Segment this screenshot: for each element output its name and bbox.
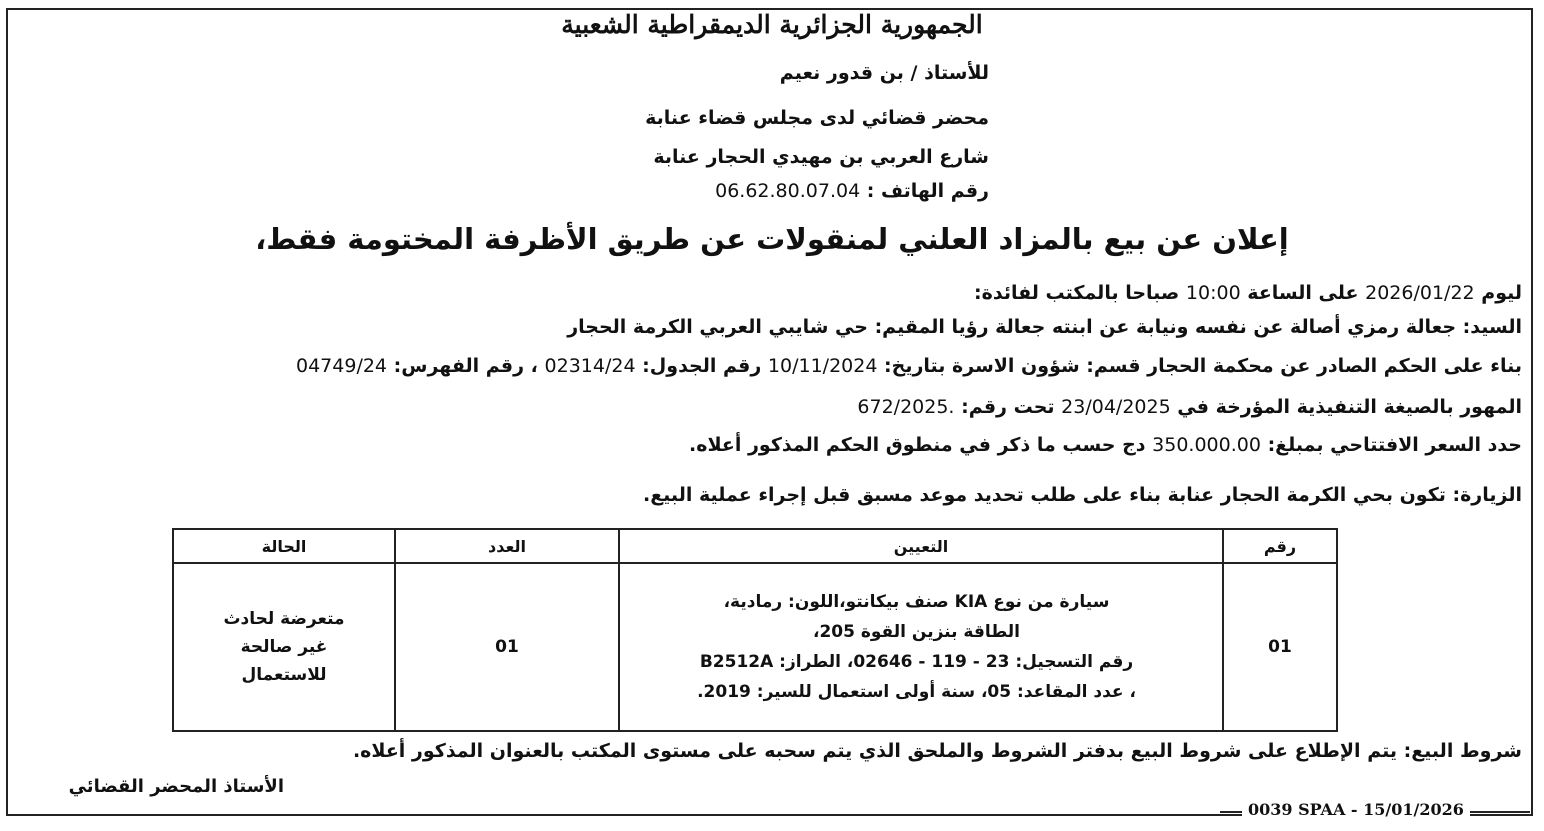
- price-label: حدد السعر الافتتاحي بمبلغ:: [1267, 434, 1522, 456]
- judgment-text: بناء على الحكم الصادر عن محكمة الحجار قسم: شؤون الاسرة بتاريخ:: [884, 355, 1522, 377]
- state-line: للاستعمال: [241, 665, 327, 685]
- header-count: العدد: [395, 529, 619, 563]
- republic-title: الجمهورية الجزائرية الديمقراطية الشعبية: [561, 10, 983, 39]
- header-state: الحالة: [173, 529, 395, 563]
- auction-headline: إعلان عن بيع بالمزاد العلني لمنقولات عن طريق الأظرفة المختومة فقط،: [255, 222, 1289, 256]
- index-label: ، رقم الفهرس:: [393, 355, 538, 377]
- auction-time: 10:00: [1185, 282, 1241, 304]
- state-line: متعرضة لحادث: [223, 609, 345, 629]
- signature: الأستاذ المحضر القضائي: [68, 776, 284, 797]
- header-designation: التعيين: [619, 529, 1223, 563]
- docket-number: 02314/24: [544, 355, 636, 377]
- phone-label: رقم الهاتف :: [866, 180, 989, 202]
- bailiff-address: شارع العربي بن مهيدي الحجار عنابة: [653, 146, 989, 168]
- auction-date: 2026/01/22: [1365, 282, 1475, 304]
- header-number: رقم: [1223, 529, 1337, 563]
- table-row: [173, 563, 1337, 731]
- bailiff-name: للأستاذ / بن قدور نعيم: [779, 62, 989, 84]
- cell-designation: [619, 563, 1223, 731]
- desc-line: الطاقة بنزين القوة 205،: [812, 622, 1021, 642]
- cell-number: 01: [1223, 563, 1337, 731]
- desc-line: ، عدد المقاعد: 05، سنة أولى استعمال للسير: 2019.: [697, 682, 1136, 702]
- reference-code: 0039 SPAA - 15/01/2026: [1242, 800, 1470, 819]
- index-number: 04749/24: [296, 355, 388, 377]
- price-note: دج حسب ما ذكر في منطوق الحكم المذكور أعلاه.: [689, 434, 1146, 456]
- desc-line: سيارة من نوع KIA صنف بيكانتو،اللون: رمادية،: [723, 592, 1110, 612]
- cell-state: [173, 563, 395, 731]
- items-table: [172, 528, 1338, 732]
- opening-price: 350.000.00: [1152, 434, 1261, 456]
- enforcement-date: 23/04/2025: [1061, 396, 1171, 418]
- sale-terms: شروط البيع: يتم الإطلاع على شروط البيع بدفتر الشروط والملحق الذي يتم سحبه على مستوى المكتب بالعنوان المذكور أعلاه.: [352, 740, 1522, 762]
- enforcement-line: [857, 396, 1522, 418]
- date-prefix: ليوم: [1481, 282, 1522, 304]
- enforcement-text: المهور بالصيغة التنفيذية المؤرخة في: [1177, 396, 1522, 418]
- enforcement-label: تحت رقم:: [961, 396, 1055, 418]
- state-line: غير صالحة: [240, 637, 328, 657]
- price-line: [689, 434, 1522, 456]
- date-suffix: صباحا بالمكتب لفائدة:: [974, 282, 1180, 304]
- docket-label: رقم الجدول:: [642, 355, 762, 377]
- auction-date-line: [974, 282, 1522, 304]
- desc-line: رقم التسجيل: 23 - 119 - 02646، الطراز: B2512A: [699, 652, 1134, 672]
- bailiff-office: محضر قضائي لدى مجلس قضاء عنابة: [645, 107, 989, 129]
- judgment-date: 10/11/2024: [767, 355, 878, 377]
- enforcement-number: 672/2025.: [857, 396, 955, 418]
- phone-line: [715, 180, 989, 202]
- judgment-line: [296, 355, 1522, 377]
- phone-number: 06.62.80.07.04: [715, 180, 861, 202]
- cell-count: 01: [395, 563, 619, 731]
- visit-line: الزيارة: تكون بحي الكرمة الحجار عنابة بناء على طلب تحديد موعد مسبق قبل إجراء عملية البيع.: [642, 484, 1522, 506]
- time-prefix: على الساعة: [1247, 282, 1359, 304]
- party-line: السيد: جعالة رمزي أصالة عن نفسه ونيابة عن ابنته جعالة رؤيا المقيم: حي شايبي العربي الكرمة الحجار: [567, 316, 1522, 338]
- table-header-row: [173, 529, 1337, 563]
